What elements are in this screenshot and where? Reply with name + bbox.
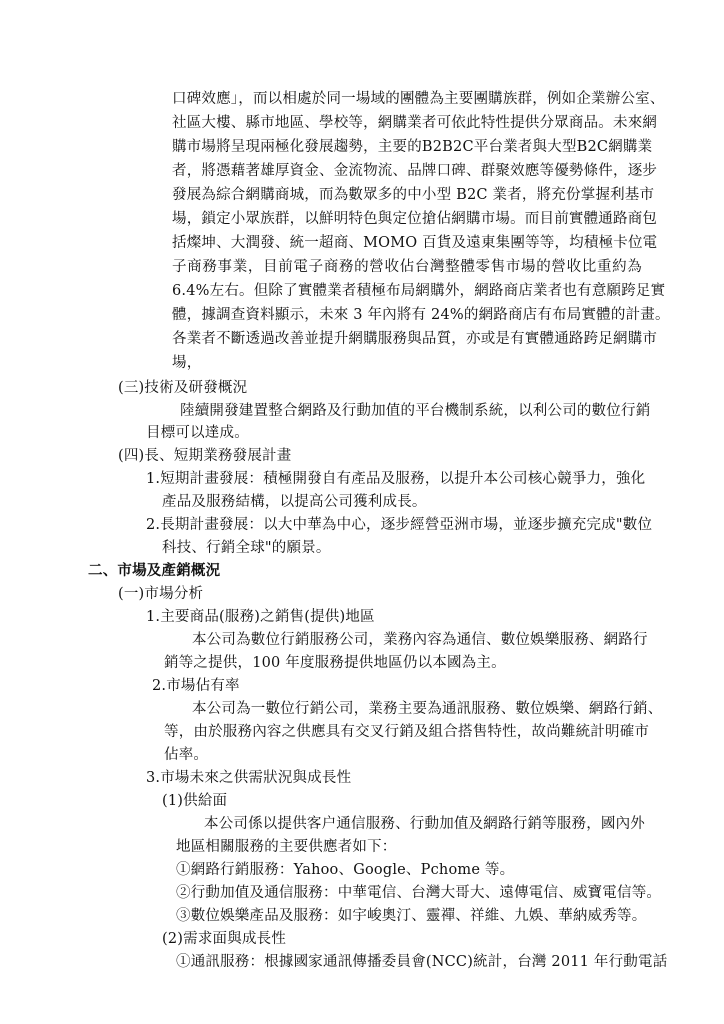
sec3-line-2: 目標可以達成。 bbox=[146, 425, 249, 441]
sec4-item1-line-2: 產品及服務結構，以提高公司獲利成長。 bbox=[162, 494, 427, 510]
supply-item-1: ①網路行銷服務：Yahoo、Google、Pchome 等。 bbox=[176, 862, 515, 878]
para1-line-2: 社區大樓、縣市地區、學校等，網購業者可依此特性提供分眾商品。未來網 bbox=[172, 115, 658, 131]
para1-line-6: 場，鎖定小眾族群，以鮮明特色與定位搶佔網購市場。而目前實體通路商包 bbox=[172, 211, 658, 227]
supply-item-2: ②行動加值及通信服務：中華電信、台灣大哥大、遠傳電信、威寶電信等。 bbox=[176, 885, 662, 901]
supply-heading: (1)供給面 bbox=[162, 793, 228, 809]
part2-b-line-3: 佔率。 bbox=[164, 747, 209, 763]
supply-item-3: ③數位娛樂產品及服務：如宇峻奧汀、靈禪、祥維、九娛、華納威秀等。 bbox=[176, 908, 647, 924]
part2-a-line-2: 銷等之提供，100 年度服務提供地區仍以本國為主。 bbox=[164, 655, 506, 671]
part2-c-heading: 3.市場未來之供需狀況與成長性 bbox=[146, 770, 352, 786]
sec3-heading: (三)技術及研發概況 bbox=[118, 380, 248, 396]
sec4-heading: (四)長、短期業務發展計畫 bbox=[118, 448, 292, 464]
part2-a-heading: 1.主要商品(服務)之銷售(提供)地區 bbox=[146, 609, 375, 625]
para1-line-3: 購市場將呈現兩極化發展趨勢，主要的B2B2C平台業者與大型B2C網購業 bbox=[172, 139, 653, 155]
para1-line-5: 發展為綜合網購商城，而為數眾多的中小型 B2C 業者，將充份掌握利基市 bbox=[172, 187, 655, 203]
para1-line-7: 括燦坤、大潤發、統一超商、MOMO 百貨及遠東集團等等，均積極卡位電 bbox=[172, 235, 658, 251]
supply-line-2: 地區相關服務的主要供應者如下： bbox=[176, 839, 397, 855]
para1-line-9: 6.4%左右。但除了實體業者積極布局網購外，網路商店業者也有意願跨足實 bbox=[172, 283, 666, 299]
sec4-item1-line-1: 1.短期計畫發展：積極開發自有產品及服務，以提升本公司核心競爭力，強化 bbox=[146, 471, 646, 487]
para1-line-1: 口碑效應」，而以相處於同一場域的團體為主要團購族群，例如企業辦公室、 bbox=[172, 91, 665, 107]
part2-heading: 二、市場及產銷概況 bbox=[88, 562, 221, 579]
part2-a-line-1: 本公司為數位行銷服務公司，業務內容為通信、數位娛樂服務、網路行 bbox=[192, 632, 648, 648]
para1-line-12: 場， bbox=[172, 355, 202, 371]
part2-b-heading: 2.市場佔有率 bbox=[152, 678, 240, 694]
part2-sub1: (一)市場分析 bbox=[118, 586, 204, 602]
supply-line-1: 本公司係以提供客户通信服務、行動加值及網路行銷等服務，國內外 bbox=[204, 816, 645, 832]
sec4-item2-line-1: 2.長期計畫發展：以大中華為中心，逐步經營亞洲市場，並逐步擴充完成"數位 bbox=[146, 517, 653, 533]
para1-line-4: 者，將憑藉著雄厚資金、金流物流、品牌口碑、群聚效應等優勢條件，逐步 bbox=[172, 163, 658, 179]
para1-line-8: 子商務事業，目前電子商務的營收佔台灣整體零售市場的營收比重約為 bbox=[172, 259, 642, 275]
sec4-item2-line-2: 科技、行銷全球"的願景。 bbox=[162, 540, 331, 556]
part2-b-line-1: 本公司為一數位行銷公司，業務主要為通訊服務、數位娛樂、網路行銷、 bbox=[192, 701, 663, 717]
demand-heading: (2)需求面與成長性 bbox=[162, 931, 287, 947]
part2-b-line-2: 等，由於服務內容之供應具有交叉行銷及組合搭售特性，故尚難統計明確市 bbox=[164, 724, 650, 740]
para1-line-11: 各業者不斷透過改善並提升網購服務與品質，亦或是有實體通路跨足網購市 bbox=[172, 331, 658, 347]
demand-line-1: ①通訊服務：根據國家通訊傳播委員會(NCC)統計，台灣 2011 年行動電話 bbox=[176, 954, 668, 970]
sec3-line-1: 陸續開發建置整合網路及行動加值的平台機制系統，以利公司的數位行銷 bbox=[180, 403, 651, 419]
para1-line-10: 體，據調查資料顯示，未來 3 年內將有 24%的網路商店有布局實體的計畫。 bbox=[172, 307, 670, 323]
